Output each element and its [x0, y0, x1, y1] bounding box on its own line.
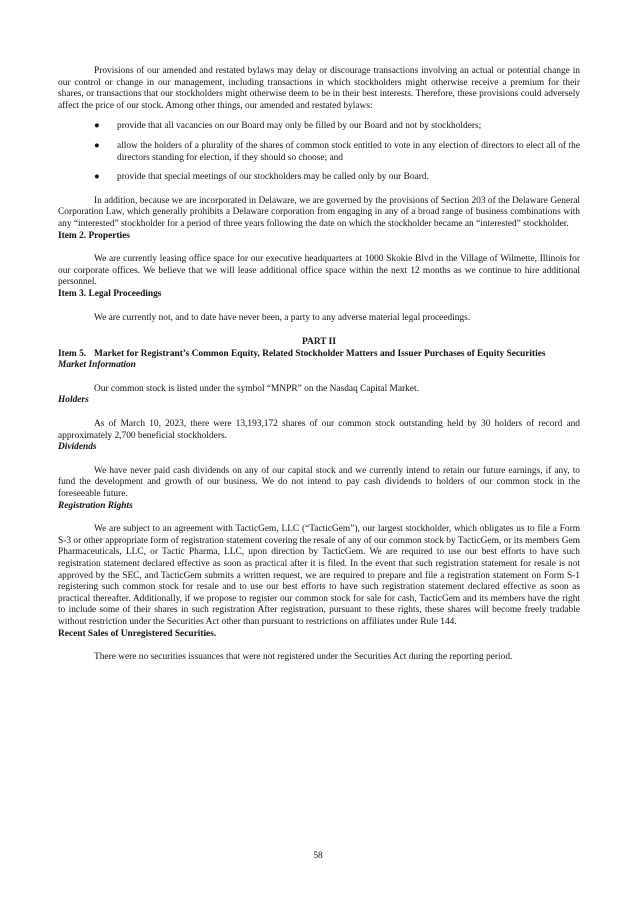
registration-rights-paragraph: We are subject to an agreement with TacticGem, LLC (“TacticGem”), our largest stockholder, which obligates us to file a Form S-3 or other appropriate form of registration statement covering the resale of any of our common stock by TacticGem, or its members Gem Pharmaceuticals, LLC, or Tactic Pharma, LLC, upon direction by TacticGem. We are required to use our best efforts to have such registration statement declared effective as soon as practical after it is filed. In the event that such registration statement for resale is not approved by the SEC, and TacticGem submits a written request, we are required to prepare and file a registration statement on Form S-1 registering such common stock for resale and to use our best efforts to have such registration statement declared effective as soon as practical thereafter. Additionally, if we propose to register our common stock for sale for cash, TacticGem and its members have the right to include some of their shares in such registration After registration, pursuant to these rights, these shares will become freely tradable without restriction under the Securities Act other than pursuant to restrictions on affiliates under Rule 144. [58, 524, 580, 627]
bullet-text: provide that special meetings of our stockholders may be called only by our Board. [117, 172, 429, 183]
bullet-icon: ● [94, 140, 100, 151]
part-heading: PART II [302, 337, 336, 348]
item5-title: Market for Registrant’s Common Equity, Related Stockholder Matters and Issuer Purchases of Equity Securities [94, 348, 546, 359]
item2-heading: Item 2. Properties [58, 230, 130, 241]
registration-rights-heading: Registration Rights [58, 500, 133, 511]
bullet-text: provide that all vacancies on our Board may only be filled by our Board and not by stockholders; [117, 121, 482, 132]
dividends-heading: Dividends [58, 442, 97, 453]
bullet-item [58, 141, 580, 164]
delaware-paragraph: In addition, because we are incorporated in Delaware, we are governed by the provisions of Section 203 of the Delaware General Corporation Law, which generally prohibits a Delaware corporation from engaging in any of a broad range of business combinations with any “interested” stockholder for a period of three years following the date on which the stockholder became an “interested” stockholder. [58, 195, 580, 229]
holders-paragraph: As of March 10, 2023, there were 13,193,172 shares of our common stock outstanding held by 30 holders of record and approximately 2,700 beneficial stockholders. [58, 419, 580, 441]
holders-heading: Holders [58, 395, 89, 406]
page-number: 58 [313, 851, 323, 861]
bullet-item [58, 121, 580, 133]
bullet-item [58, 172, 580, 184]
document-page [58, 66, 580, 664]
item5-heading [58, 349, 580, 361]
item2-paragraph: We are currently leasing office space for our executive headquarters at 1000 Skokie Blvd in the Village of Wilmette, Illinois for our corporate offices. We believe that we will lease additional office space within the next 12 months as we continue to hire additional personnel. [58, 254, 580, 288]
bylaws-intro-paragraph: Provisions of our amended and restated bylaws may delay or discourage transactions involving an actual or potential change in our control or change in our management, including transactions in which stockholders might otherwise receive a premium for their shares, or transactions that our stockholders might otherwise deem to be in their best interests. Therefore, these provisions could adversely affect the price of our stock. Among other things, our amended and restated bylaws: [58, 66, 580, 111]
item5-number: Item 5. [58, 348, 87, 359]
bullet-text: allow the holders of a plurality of the shares of common stock entitled to vote in any election of directors to elect all of the directors standing for election, if they should so choose; and [117, 140, 580, 163]
bylaws-bullet-list [58, 121, 580, 183]
recent-sales-heading: Recent Sales of Unregistered Securities. [58, 628, 217, 639]
item3-heading: Item 3. Legal Proceedings [58, 288, 162, 299]
item3-paragraph: We are currently not, and to date have never been, a party to any adverse material legal proceedings. [94, 312, 471, 323]
market-information-heading: Market Information [58, 360, 136, 371]
dividends-paragraph: We have never paid cash dividends on any of our capital stock and we currently intend to retain our future earnings, if any, to fund the development and growth of our business. We do not intend to pay cash dividends to holders of our common stock in the foreseeable future. [58, 465, 580, 500]
market-information-paragraph: Our common stock is listed under the symbol “MNPR” on the Nasdaq Capital Market. [94, 383, 419, 394]
bullet-icon: ● [94, 172, 100, 183]
bullet-icon: ● [94, 121, 100, 132]
recent-sales-paragraph: There were no securities issuances that were not registered under the Securities Act during the reporting period. [94, 652, 513, 663]
